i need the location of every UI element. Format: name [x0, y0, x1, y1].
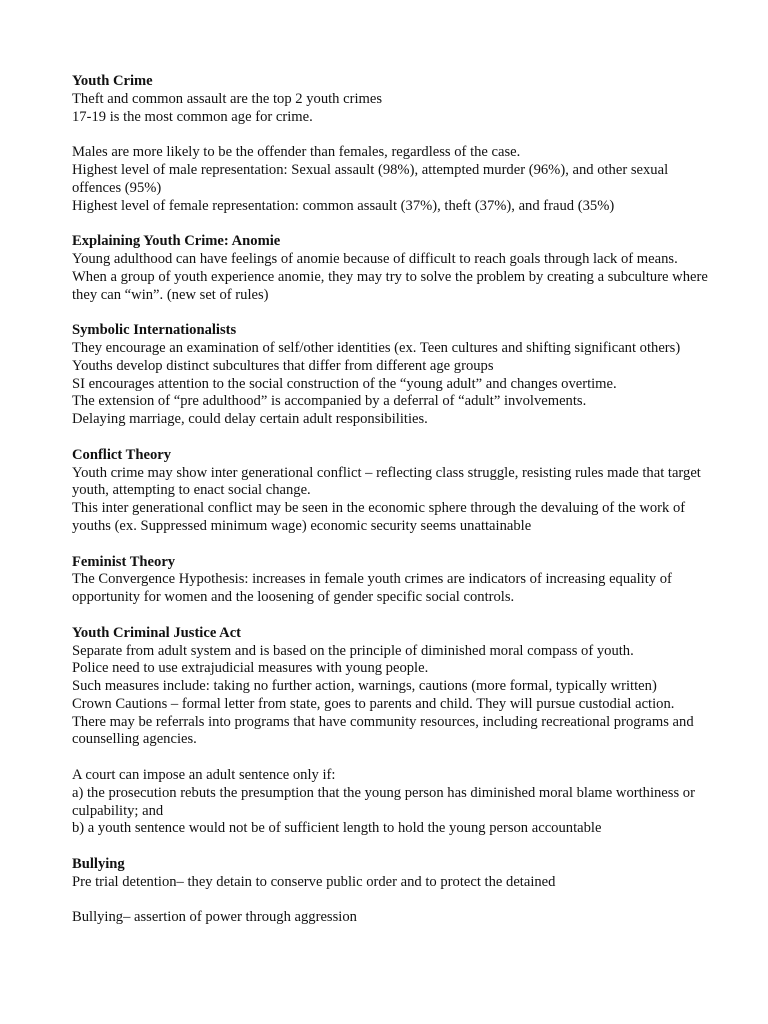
text-line: Highest level of female representation: common assault (37%), theft (37%), and fraud (35%) [72, 197, 615, 214]
text-line: Theft and common assault are the top 2 youth crimes [72, 90, 383, 107]
document-section [72, 909, 712, 927]
text-line: SI encourages attention to the social construction of the “young adult” and changes overtime. [72, 375, 617, 392]
text-line: a) the prosecution rebuts the presumption that the young person has diminished moral blame worthiness or culpability; and [72, 784, 695, 819]
document-section [72, 767, 712, 838]
text-line: They encourage an examination of self/other identities (ex. Teen cultures and shifting significant others) [72, 339, 681, 356]
text-line: Such measures include: taking no further action, warnings, cautions (more formal, typically written) [72, 678, 657, 695]
document-section [72, 233, 712, 304]
document-section [72, 73, 712, 126]
text-line: A court can impose an adult sentence only if: [72, 767, 336, 784]
text-line: Crown Cautions – formal letter from state, goes to parents and child. They will pursue custodial action. [72, 695, 675, 712]
text-line: Males are more likely to be the offender than females, regardless of the case. [72, 144, 521, 161]
section-heading: Bullying [72, 856, 125, 873]
text-line: b) a youth sentence would not be of sufficient length to hold the young person accountable [72, 820, 602, 837]
text-line: Delaying marriage, could delay certain adult responsibilities. [72, 411, 428, 428]
text-line: Police need to use extrajudicial measures with young people. [72, 660, 429, 677]
text-line: Highest level of male representation: Sexual assault (98%), attempted murder (96%), and other sexual offences (95%) [72, 161, 669, 196]
section-heading: Conflict Theory [72, 446, 172, 463]
document-section [72, 447, 712, 536]
document-section [72, 856, 712, 892]
text-line: Youth crime may show inter generational conflict – reflecting class struggle, resisting rules made that target youth, attempting to enact social change. [72, 464, 701, 499]
text-line: Young adulthood can have feelings of anomie because of difficult to reach goals through lack of means. [72, 250, 678, 267]
document-section [72, 144, 712, 215]
document-body [72, 73, 712, 945]
text-line: Pre trial detention– they detain to conserve public order and to protect the detained [72, 873, 556, 890]
text-line: There may be referrals into programs that have community resources, including recreational programs and counselling agencies. [72, 713, 694, 748]
text-line: Bullying– assertion of power through aggression [72, 909, 357, 926]
section-heading: Feminist Theory [72, 553, 176, 570]
section-heading: Explaining Youth Crime: Anomie [72, 233, 281, 250]
document-section [72, 322, 712, 429]
section-heading: Symbolic Internationalists [72, 322, 237, 339]
text-line: This inter generational conflict may be seen in the economic sphere through the devaluing of the work of youths (ex. Suppressed minimum wage) economic security seems unattainable [72, 500, 686, 534]
text-line: The extension of “pre adulthood” is accompanied by a deferral of “adult” involvements. [72, 393, 587, 410]
text-line: Separate from adult system and is based on the principle of diminished moral compass of youth. [72, 642, 634, 659]
section-heading: Youth Criminal Justice Act [72, 624, 242, 641]
text-line: Youths develop distinct subcultures that differ from different age groups [72, 357, 494, 374]
text-line: When a group of youth experience anomie, they may try to solve the problem by creating a subculture where they can “win”. (new set of rules) [72, 268, 708, 303]
text-line: The Convergence Hypothesis: increases in female youth crimes are indicators of increasing equality of opportunity for women and the loosening of gender specific social controls. [72, 571, 672, 606]
document-section [72, 554, 712, 607]
document-section [72, 625, 712, 750]
section-heading: Youth Crime [72, 73, 153, 89]
text-line: 17-19 is the most common age for crime. [72, 108, 313, 125]
